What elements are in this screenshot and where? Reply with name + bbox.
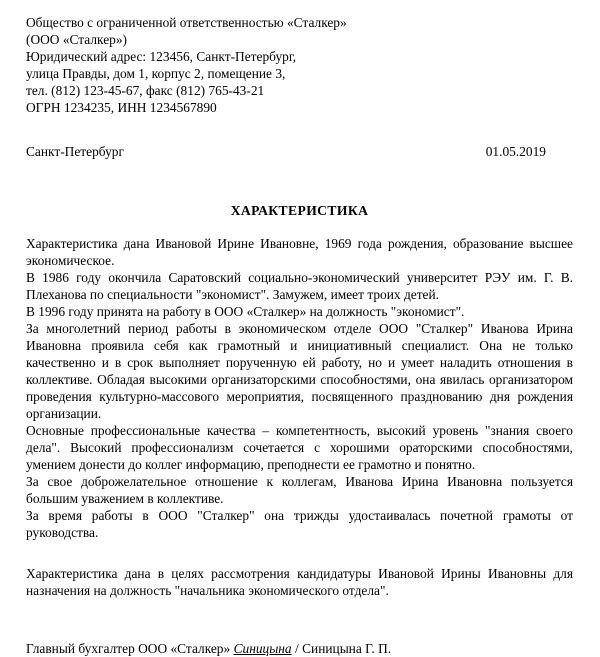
org-name: Общество с ограниченной ответственностью «Сталкер» [26, 15, 347, 30]
paragraph-performance: За многолетний период работы в экономическом отделе ООО "Сталкер" Иванова Ирина Ивановна проявила себя как грамотный и инициативный специалист. Она не только качественно и в срок выполняет порученную ей работу, но и умеет наладить отношения в коллективе. Обладая высокими организаторскими способностями, она явилась организатором проведения культурно-массового мероприятия, посвященного празднованию дня рождения организации. [26, 321, 573, 421]
document-title: ХАРАКТЕРИСТИКА [230, 203, 369, 218]
place-date-row [26, 143, 546, 160]
org-phone-fax: тел. (812) 123-45-67, факс (812) 765-43-21 [26, 83, 265, 98]
paragraph-purpose: Характеристика дана в целях рассмотрения кандидатуры Ивановой Ирины Ивановны для назначения на должность "начальника экономического отдела". [26, 566, 573, 598]
paragraph-awards: За время работы в ООО "Сталкер" она трижды удостаивалась почетной грамоты от руководства. [26, 508, 573, 540]
document-place: Санкт-Петербург [26, 144, 124, 159]
org-header [26, 14, 573, 116]
paragraph-qualities: Основные профессиональные качества – компетентность, высокий уровень "знания своего дела". Высокий профессионализм сочетается с хорошими ораторскими способностями, умением донести до коллег информацию, преподнести ее грамотно и понятно. [26, 423, 573, 472]
document-body [26, 235, 573, 541]
org-address-line-1: Юридический адрес: 123456, Санкт-Петербург, [26, 49, 297, 64]
org-short-name: (ООО «Сталкер») [26, 32, 127, 47]
paragraph-hired: В 1996 году принята на работу в ООО «Сталкер» на должность "экономист". [26, 304, 465, 319]
paragraph-respect: За свое доброжелательное отношение к коллегам, Иванова Ирина Ивановна пользуется большим уважением в коллективе. [26, 474, 573, 506]
handwritten-signature: Синицына [233, 641, 292, 656]
signer-name: Синицына Г. П. [302, 641, 392, 656]
signature-separator: / [295, 641, 299, 656]
signer-position: Главный бухгалтер ООО «Сталкер» [26, 641, 231, 656]
paragraph-university: В 1986 году окончила Саратовский социально-экономический университет РЭУ им. Г. В. Плеханова по специальности "экономист". Замужем, имеет троих детей. [26, 270, 573, 302]
paragraph-birth-education: Характеристика дана Ивановой Ирине Ивановне, 1969 года рождения, образование высшее экономическое. [26, 236, 573, 268]
org-address-line-2: улица Правды, дом 1, корпус 2, помещение 3, [26, 66, 286, 81]
document-page [26, 14, 573, 657]
org-registration: ОГРН 1234235, ИНН 1234567890 [26, 100, 217, 115]
signature-line [26, 640, 573, 657]
document-date: 01.05.2019 [485, 144, 546, 159]
